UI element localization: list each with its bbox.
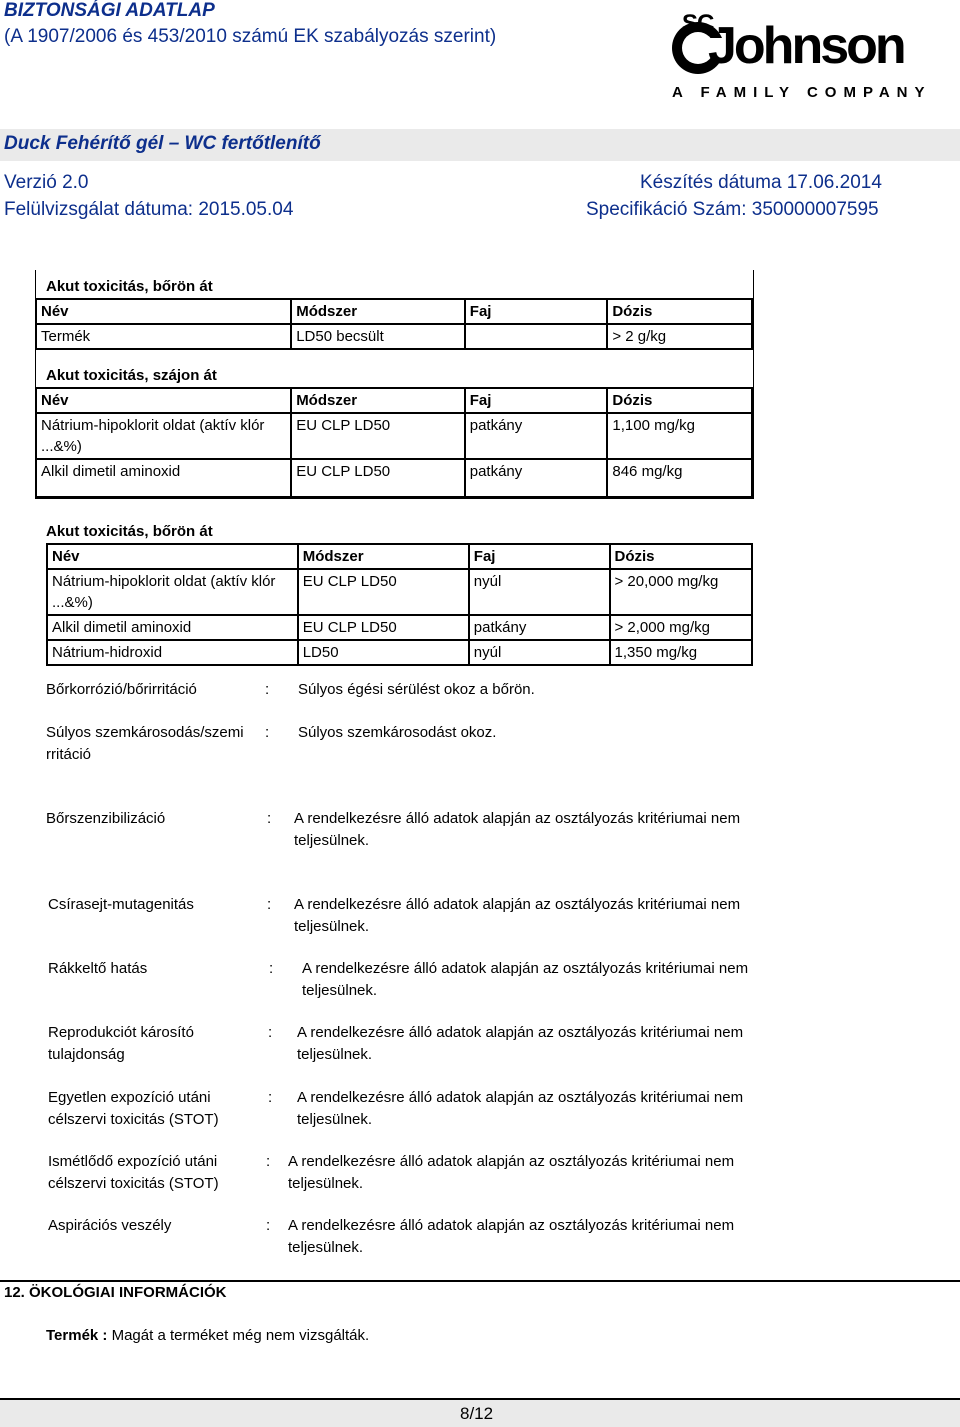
cell-method: EU CLP LD50 [291, 413, 465, 459]
cell-dose: > 2,000 mg/kg [610, 615, 753, 640]
spec-number: Specifikáció Szám: 350000007595 [586, 199, 879, 220]
cell-method: LD50 [298, 640, 469, 665]
prop-colon: : [265, 681, 270, 698]
prop-value-carcinogenicity: A rendelkezésre álló adatok alapján az osztályozás kritériumai nem teljesülnek. [302, 960, 749, 999]
cell-name: Termék [36, 324, 291, 349]
prop-colon: : [268, 1024, 273, 1041]
cell-method: EU CLP LD50 [298, 615, 469, 640]
prepared-date: Készítés dátuma 17.06.2014 [640, 172, 882, 193]
logo-brand: Johnson [708, 17, 904, 75]
logo-tagline: A FAMILY COMPANY [672, 84, 932, 101]
prop-colon: : [266, 1217, 271, 1234]
col-dozis: Dózis [607, 388, 752, 413]
table-header-row [36, 299, 752, 324]
review-date: Felülvizsgálat dátuma: 2015.05.04 [4, 199, 294, 220]
prop-value-sensitization: A rendelkezésre álló adatok alapján az osztályozás kritériumai nem teljesülnek. [294, 810, 741, 849]
acute-dermal-components-table [46, 543, 753, 666]
prop-colon: : [267, 896, 272, 913]
prop-value-skin-corrosion: Súlyos égési sérülést okoz a bőrön. [298, 681, 535, 698]
prop-colon: : [265, 724, 270, 741]
section12-product-line [46, 1327, 369, 1344]
table-header-row [36, 388, 752, 413]
table3-title: Akut toxicitás, bőrön át [46, 523, 213, 540]
cell-dose: 846 mg/kg [607, 459, 752, 497]
regulation-subtitle: (A 1907/2006 és 453/2010 számú EK szabályozás szerint) [4, 26, 497, 47]
prop-colon: : [269, 960, 274, 977]
prop-label-aspiration: Aspirációs veszély [48, 1217, 172, 1234]
prop-label-eye-damage: Súlyos szemkárosodás/szemirritáció [46, 724, 244, 763]
product-name: Duck Fehérítő gél – WC fertőtlenítő [4, 133, 321, 154]
cell-dose: 1,100 mg/kg [607, 413, 752, 459]
product-bar [0, 129, 960, 161]
prop-colon: : [268, 1089, 273, 1106]
cell-species: patkány [469, 615, 610, 640]
table-row [36, 324, 752, 349]
cell-method: LD50 becsült [291, 324, 465, 349]
section-divider [0, 1280, 960, 1282]
prop-label-reproductive: Reprodukciót károsító tulajdonság [48, 1024, 194, 1063]
table-row [47, 640, 752, 665]
prop-value-aspiration: A rendelkezésre álló adatok alapján az osztályozás kritériumai nem teljesülnek. [288, 1217, 735, 1256]
col-dozis: Dózis [607, 299, 752, 324]
col-nev: Név [36, 388, 291, 413]
page-number: 8/12 [460, 1404, 494, 1423]
table1-title: Akut toxicitás, bőrön át [46, 278, 213, 295]
cell-dose: > 20,000 mg/kg [610, 569, 753, 615]
col-modszer: Módszer [291, 388, 465, 413]
section12-title: 12. ÖKOLÓGIAI INFORMÁCIÓK [4, 1284, 227, 1301]
cell-species: nyúl [469, 640, 610, 665]
acute-oral-table [35, 387, 753, 498]
col-modszer: Módszer [298, 544, 469, 569]
col-dozis: Dózis [610, 544, 753, 569]
table-header-row [47, 544, 752, 569]
cell-dose: > 2 g/kg [607, 324, 752, 349]
cell-species: patkány [465, 459, 608, 497]
table2-title: Akut toxicitás, szájon át [46, 367, 217, 384]
col-faj: Faj [469, 544, 610, 569]
cell-method: EU CLP LD50 [298, 569, 469, 615]
prop-label-skin-corrosion: Bőrkorrózió/bőrirritáció [46, 681, 197, 698]
footer-bar [0, 1398, 960, 1427]
prop-colon: : [266, 1153, 271, 1170]
col-faj: Faj [465, 299, 608, 324]
prop-label-mutagenicity: Csírasejt-mutagenitás [48, 896, 194, 913]
cell-dose: 1,350 mg/kg [610, 640, 753, 665]
cell-species: nyúl [469, 569, 610, 615]
prop-value-stot-single: A rendelkezésre álló adatok alapján az osztályozás kritériumai nem teljesülnek. [297, 1089, 744, 1128]
prop-value-stot-repeated: A rendelkezésre álló adatok alapján az osztályozás kritériumai nem teljesülnek. [288, 1153, 735, 1192]
prop-value-eye-damage: Súlyos szemkárosodást okoz. [298, 724, 497, 741]
cell-name: Nátrium-hidroxid [47, 640, 298, 665]
version: Verzió 2.0 [4, 172, 89, 193]
col-faj: Faj [465, 388, 608, 413]
logo-sc: SC [682, 10, 714, 37]
prop-label-stot-single: Egyetlen expozíció utáni célszervi toxicitás (STOT) [48, 1089, 219, 1128]
section12-product-label: Termék : [46, 1327, 108, 1344]
cell-method: EU CLP LD50 [291, 459, 465, 497]
table-row [47, 569, 752, 615]
cell-name: Alkil dimetil aminoxid [36, 459, 291, 497]
cell-name: Nátrium-hipoklorit oldat (aktív klór ...&%) [36, 413, 291, 459]
table-row [36, 459, 752, 497]
document-title: BIZTONSÁGI ADATLAP [4, 0, 215, 21]
cell-species [465, 324, 608, 349]
col-modszer: Módszer [291, 299, 465, 324]
prop-label-stot-repeated: Ismétlődő expozíció utáni célszervi toxicitás (STOT) [48, 1153, 219, 1192]
prop-value-reproductive: A rendelkezésre álló adatok alapján az osztályozás kritériumai nem teljesülnek. [297, 1024, 744, 1063]
cell-name: Nátrium-hipoklorit oldat (aktív klór ...&%) [47, 569, 298, 615]
prop-value-mutagenicity: A rendelkezésre álló adatok alapján az osztályozás kritériumai nem teljesülnek. [294, 896, 741, 935]
acute-dermal-product-table [35, 298, 753, 350]
prop-label-carcinogenicity: Rákkeltő hatás [48, 960, 148, 977]
col-nev: Név [36, 299, 291, 324]
prop-label-sensitization: Bőrszenzibilizáció [46, 810, 166, 827]
prop-colon: : [267, 810, 272, 827]
section12-product-text: Magát a terméket még nem vizsgálták. [107, 1327, 370, 1344]
col-nev: Név [47, 544, 298, 569]
cell-name: Alkil dimetil aminoxid [47, 615, 298, 640]
cell-species: patkány [465, 413, 608, 459]
table-row [47, 615, 752, 640]
sc-johnson-logo [668, 8, 932, 106]
table-row [36, 413, 752, 459]
